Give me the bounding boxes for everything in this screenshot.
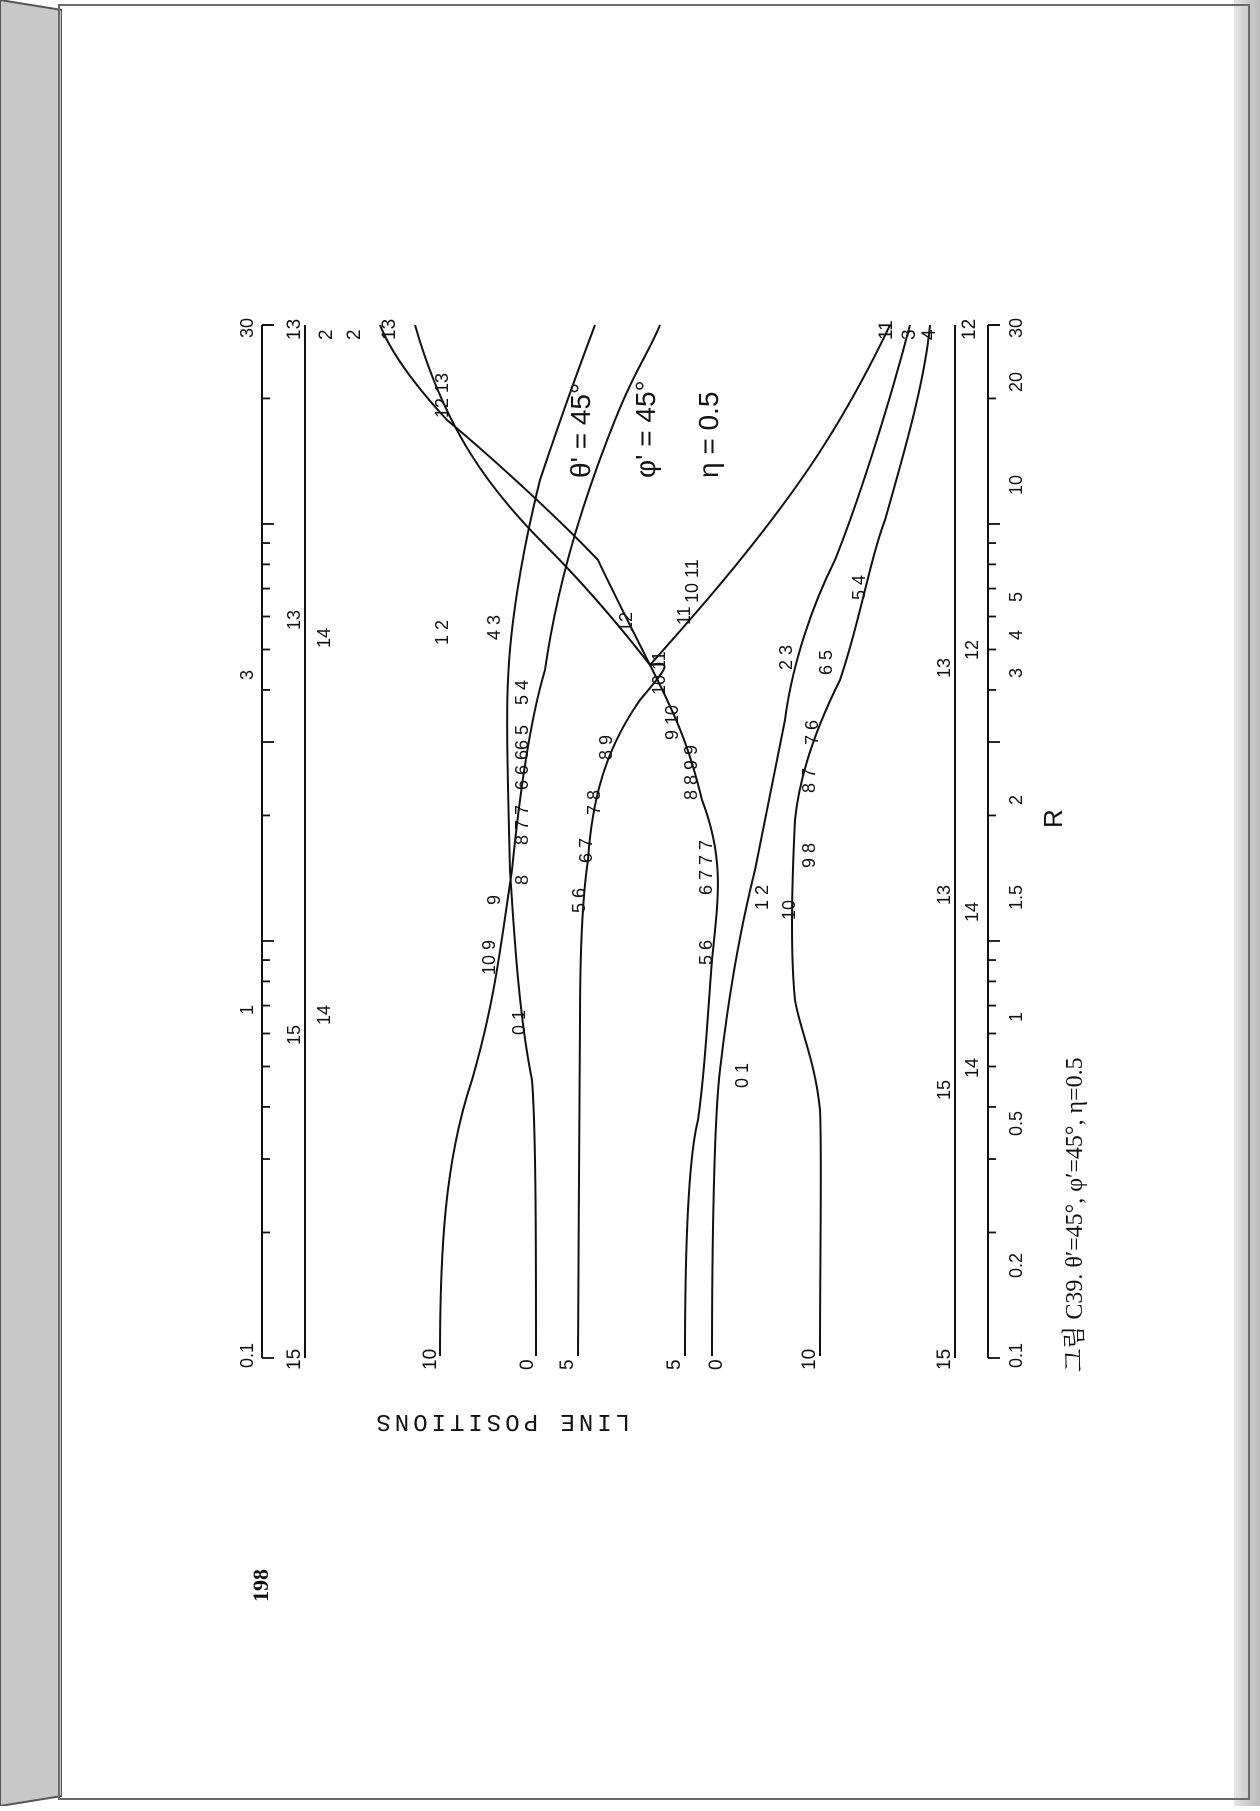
level-curve-a <box>440 325 660 1356</box>
ll-left-0: 14 <box>314 1004 334 1025</box>
ll-b-2: 8 <box>512 874 532 885</box>
ll-c-2: 6 7 <box>576 837 596 863</box>
ll-right-1: 14 <box>962 1057 982 1078</box>
ll-d-1: 5 6 <box>696 939 716 965</box>
annotation-eta: η = 0.5 <box>693 391 724 478</box>
left-tick-label-2: 3 <box>237 669 257 680</box>
top-label-3: 13 <box>379 318 400 340</box>
ll-f-6: 5 4 <box>849 574 869 600</box>
ll-c-1: 5 6 <box>569 887 589 913</box>
right-tick-label-8: 5 <box>1006 591 1026 602</box>
right-tick-label-3: 1 <box>1006 1011 1026 1022</box>
right-tick-label-7: 4 <box>1006 629 1026 640</box>
ll-right-4: 13 <box>934 657 954 678</box>
right-tick-label-10: 20 <box>1006 371 1026 392</box>
edge-label-3: 5 <box>557 1359 578 1370</box>
edge-label-6: 10 <box>799 1348 820 1370</box>
ll-right-5: 12 <box>962 639 982 660</box>
top-label-7: 12 <box>959 318 980 340</box>
right-tick-label-9: 10 <box>1006 474 1026 495</box>
ll-d-5: 10 11 <box>649 651 669 695</box>
top-label-0: 13 <box>284 318 305 340</box>
left-axis-ticks <box>262 325 274 1358</box>
top-label-4: 11 <box>876 320 897 340</box>
level-curve-c <box>578 664 664 1356</box>
ll-d-3: 8 8 9 9 <box>681 744 701 800</box>
ll-d-7: 10 11 <box>682 559 702 603</box>
top-label-2: 2 <box>344 329 365 340</box>
right-tick-label-6: 3 <box>1006 667 1026 678</box>
x-axis-title: R <box>1038 809 1068 828</box>
ll-b-6: 5 4 <box>512 679 532 705</box>
ll-b-7: 4 3 <box>484 614 504 640</box>
ll-right-0: 15 <box>934 1079 954 1100</box>
ll-d-4: 9 10 <box>662 704 682 740</box>
ll-left-3: 14 <box>314 627 334 648</box>
top-label-6: 4 <box>919 329 940 340</box>
ll-b-3: 8 7 7 <box>512 804 532 845</box>
ll-c-3: 7 8 <box>584 789 604 815</box>
edge-label-0: 15 <box>284 1348 305 1370</box>
right-tick-label-5: 2 <box>1006 794 1026 805</box>
edge-label-5: 0 <box>706 1359 727 1370</box>
y-axis-title: LINE POSITIONS <box>372 1407 630 1434</box>
level-curve-e <box>712 325 910 1356</box>
ll-c-7: 12 13 <box>432 372 452 418</box>
ll-b-5: 6 5 <box>512 724 532 750</box>
ll-c-4: 8 9 <box>596 734 616 760</box>
ll-a-2: 9 <box>484 894 504 905</box>
curve-edge-labels-left <box>284 1349 955 1370</box>
left-tick-label-1: 1 <box>237 1004 257 1015</box>
page-number: 198 <box>248 1569 273 1602</box>
edge-label-7: 15 <box>934 1348 955 1370</box>
parameter-annotations <box>565 380 724 478</box>
right-tick-label-0: 0.1 <box>1006 1342 1026 1368</box>
annotation-theta: θ' = 45° <box>565 382 596 478</box>
left-tick-label-0: 0.1 <box>237 1342 257 1368</box>
ll-f-5: 6 5 <box>816 649 836 675</box>
ll-e-2: 1 2 <box>752 884 772 910</box>
ll-c-6: 12 <box>616 611 636 632</box>
ll-d-6: 11 <box>674 606 694 625</box>
inline-level-labels <box>284 373 982 1100</box>
level-curve-d <box>380 325 718 1356</box>
left-tick-label-3: 30 <box>237 317 257 338</box>
figure-caption: 그림 C39. θ′=45°, φ′=45°, η=0.5 <box>1062 1057 1088 1372</box>
edge-label-1: 10 <box>420 1348 441 1370</box>
ll-left-2: 13 <box>284 609 304 630</box>
right-tick-label-4: 1.5 <box>1006 884 1026 910</box>
top-label-1: 2 <box>316 329 337 340</box>
right-axis-ticks <box>988 325 1000 1358</box>
ll-b-4: 6 6 6 <box>512 749 532 790</box>
annotation-phi: φ' = 45° <box>630 380 661 478</box>
ll-f-2: 9 8 <box>799 842 819 868</box>
ll-f-4: 7 6 <box>802 719 822 745</box>
left-axis-tick-labels <box>237 318 257 1368</box>
ll-right-2: 13 <box>934 884 954 905</box>
right-tick-label-11: 30 <box>1006 317 1026 338</box>
ll-a-1: 10 9 <box>479 939 499 975</box>
ll-e-3: 2 3 <box>776 644 796 670</box>
right-tick-label-1: 0.2 <box>1006 1252 1026 1278</box>
ll-a-3: 1 2 <box>432 619 452 645</box>
ll-e-1: 0 1 <box>732 1062 752 1088</box>
ll-right-3: 14 <box>962 901 982 922</box>
edge-label-2: 0 <box>517 1359 538 1370</box>
ll-left-1: 15 <box>284 1024 304 1045</box>
edge-label-4: 5 <box>664 1359 685 1370</box>
top-label-5: 3 <box>899 329 920 340</box>
ll-d-2: 6 7 7 7 <box>696 839 716 895</box>
right-tick-label-2: 0.5 <box>1006 1110 1026 1136</box>
ll-b-1: 0 1 <box>509 1009 529 1035</box>
right-axis-tick-labels <box>1006 318 1026 1368</box>
curve-edge-labels-top <box>284 319 980 340</box>
level-curve-f <box>792 325 930 1356</box>
ll-f-3: 8 7 <box>799 767 819 793</box>
ll-f-1: 10 <box>779 899 799 920</box>
